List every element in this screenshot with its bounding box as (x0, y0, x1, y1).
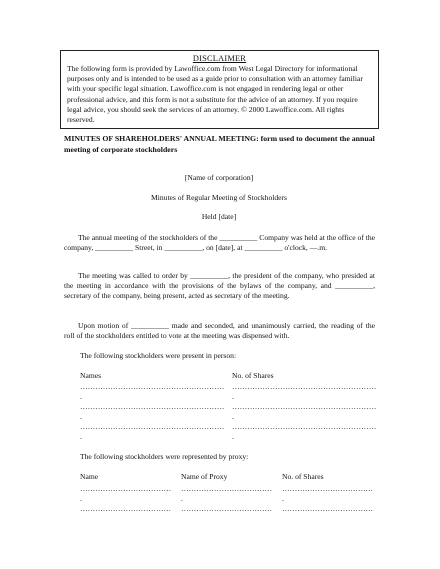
disclaimer-box (60, 50, 379, 129)
fill-dot: . (80, 494, 82, 503)
document-heading: MINUTES OF SHAREHOLDERS' ANNUAL MEETING: form used to document the annual meeting of corporate stockholders (64, 134, 375, 154)
fill-line: ………………………………………………… (232, 382, 377, 391)
fill-line: ……………………………… (181, 484, 273, 493)
fill-dot: . (181, 494, 183, 503)
fill-line: ………………………………………………… (80, 382, 225, 391)
fill-dot: . (232, 412, 234, 421)
column-header-shares: No. of Shares (232, 371, 274, 380)
fill-line: ……………………………… (80, 484, 172, 493)
fill-line: ………………………………………………… (232, 422, 377, 431)
fill-dot: . (232, 392, 234, 401)
fill-dot: . (80, 432, 82, 441)
fill-line: ……………………………… (282, 484, 374, 493)
column-header-name: Name (80, 472, 99, 481)
paragraph-meeting-held: The annual meeting of the stockholders of the __________ Company was held at the office of the company, __________ Street, in __________, on [date], at __________ o'clock, —.m. (64, 233, 375, 253)
corporation-name: [Name of corporation] (184, 173, 254, 182)
paragraph-roll-dispensed: Upon motion of __________ made and seconded, and unanimously carried, the reading of the roll of the stockholders entitled to vote at the meeting was dispensed with. (64, 321, 375, 341)
held-date: Held [date] (201, 212, 237, 221)
minutes-title: Minutes of Regular Meeting of Stockholders (150, 193, 288, 202)
present-in-person-intro: The following stockholders were present in person: (80, 351, 237, 360)
fill-line: ………………………………………………… (80, 422, 225, 431)
disclaimer-body: The following form is provided by Lawoffice.com from West Legal Directory for informational purposes only and is intended to be used as a guide prior to consultation with an attorney familiar with your specific legal situation. Lawoffice.com is not engaged in rendering legal or other professional advice, and this form is not a substitute for the advice of an attorney. If you require legal advice, you should seek the services of an attorney. © 2000 Lawoffice.com. All rights reserved. (67, 64, 363, 125)
column-header-proxy: Name of Proxy (181, 472, 228, 481)
paragraph-called-to-order: The meeting was called to order by __________, the president of the company, who presided at the meeting in accordance with the provisions of the bylaws of the company, and __________, secretary of the company, being present, acted as secretary of the meeting. (64, 271, 375, 301)
fill-line: ……………………………… (282, 504, 374, 513)
fill-dot: . (282, 494, 284, 503)
fill-line: ……………………………… (181, 504, 273, 513)
column-header-shares: No. of Shares (282, 472, 324, 481)
fill-dot: . (80, 392, 82, 401)
fill-dot: . (232, 432, 234, 441)
column-header-names: Names (80, 371, 102, 380)
fill-line: ……………………………… (80, 504, 172, 513)
represented-by-proxy-intro: The following stockholders were represented by proxy: (80, 452, 249, 461)
fill-line: ………………………………………………… (80, 402, 225, 411)
fill-line: ………………………………………………… (232, 402, 377, 411)
fill-dot: . (80, 412, 82, 421)
disclaimer-title: DISCLAIMER (192, 54, 247, 63)
